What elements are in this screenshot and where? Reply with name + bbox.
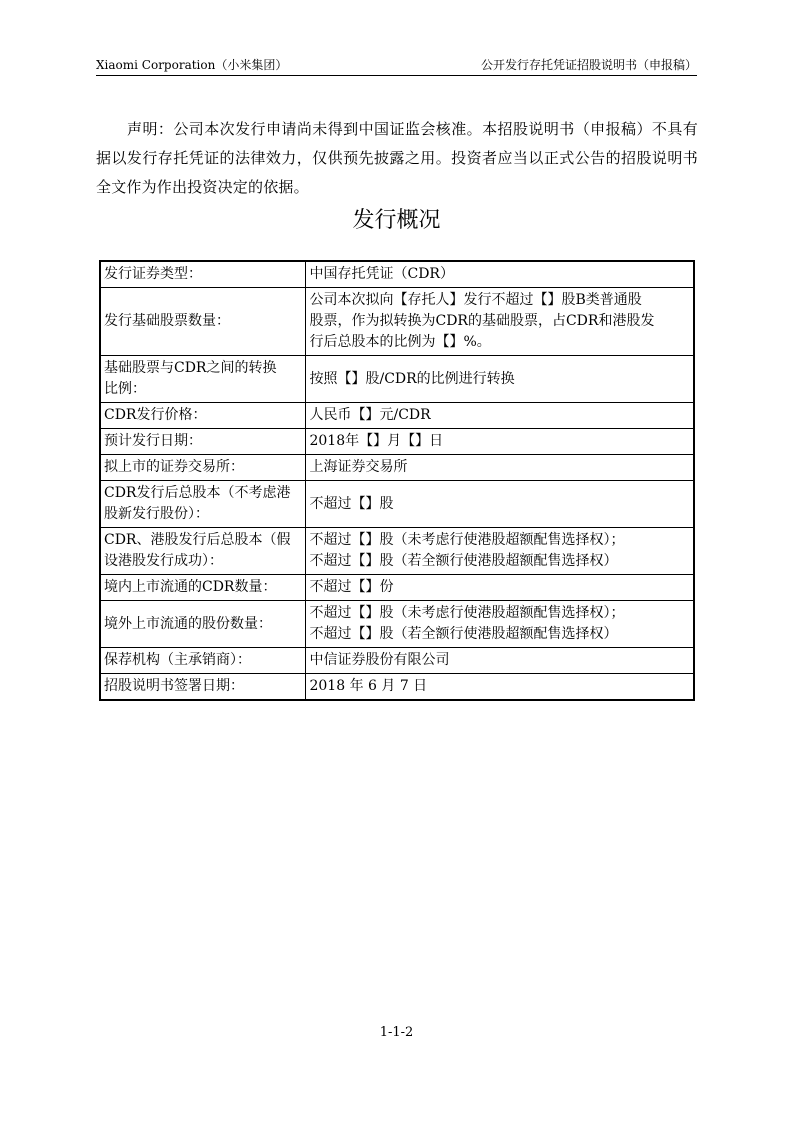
table-row <box>100 429 694 455</box>
row-value <box>306 455 694 481</box>
row-value <box>306 429 694 455</box>
row-value-line: 公司本次拟向【存托人】发行不超过【】股B类普通股 <box>309 292 642 308</box>
row-value <box>306 601 694 648</box>
row-label-line: 预计发行日期： <box>104 433 202 449</box>
row-value <box>306 356 694 403</box>
row-value <box>306 528 694 575</box>
table-row <box>100 528 694 575</box>
row-value-line: 不超过【】份 <box>309 579 394 595</box>
row-label-line: 境外上市流通的股份数量： <box>104 615 272 632</box>
row-label-line: 设港股发行成功）： <box>104 553 223 569</box>
row-value-line: 不超过【】股（未考虑行使港股超额配售选择权）； <box>309 605 625 621</box>
offering-overview-table <box>99 260 695 701</box>
row-label-line: 境内上市流通的CDR数量： <box>104 579 277 595</box>
row-value-line: 2018年【】月【】日 <box>309 433 444 449</box>
row-label-line: CDR发行价格： <box>104 407 207 423</box>
table-row <box>100 674 694 701</box>
row-value-line: 中国存托凭证（CDR） <box>309 266 454 282</box>
row-value <box>306 288 694 356</box>
row-label <box>100 481 306 528</box>
row-value <box>306 261 694 288</box>
row-label <box>100 261 306 288</box>
table-row <box>100 356 694 403</box>
row-label-line: 基础股票与CDR之间的转换 <box>104 360 277 376</box>
row-value-line: 2018 年 6 月 7 日 <box>309 678 428 694</box>
row-value-line: 不超过【】股 <box>309 495 394 512</box>
table-row <box>100 288 694 356</box>
row-value-line: 不超过【】股（若全额行使港股超额配售选择权） <box>309 626 618 642</box>
row-label <box>100 601 306 648</box>
row-value-line: 中信证券股份有限公司 <box>309 652 450 668</box>
row-label <box>100 575 306 601</box>
row-value-line: 按照【】股/CDR的比例进行转换 <box>309 370 515 387</box>
row-label-line: 招股说明书签署日期： <box>104 678 244 694</box>
row-label-line: CDR发行后总股本（不考虑港 <box>104 485 291 501</box>
row-value-line: 股票，作为拟转换为CDR的基础股票，占CDR和港股发 <box>309 313 655 329</box>
table-row <box>100 601 694 648</box>
row-value-line: 行后总股本的比例为【】%。 <box>309 334 491 350</box>
row-label <box>100 288 306 356</box>
table-row <box>100 575 694 601</box>
row-label-line: 发行证券类型： <box>104 266 202 282</box>
row-label <box>100 356 306 403</box>
page-number: 1-1-2 <box>379 1025 414 1040</box>
row-label-line: CDR、港股发行后总股本（假 <box>104 532 291 548</box>
row-value-line: 上海证券交易所 <box>309 459 408 475</box>
row-label <box>100 648 306 674</box>
header-company: Xiaomi Corporation（小米集团） <box>96 58 288 72</box>
row-label <box>100 674 306 701</box>
table-row <box>100 481 694 528</box>
table-row <box>100 403 694 429</box>
row-value <box>306 403 694 429</box>
header-document-title: 公开发行存托凭证招股说明书（申报稿） <box>480 58 697 72</box>
row-value-line: 不超过【】股（若全额行使港股超额配售选择权） <box>309 553 618 569</box>
row-value <box>306 575 694 601</box>
row-label-line: 发行基础股票数量： <box>104 313 230 329</box>
row-label-line: 股新发行股份）： <box>104 506 209 522</box>
row-value <box>306 674 694 701</box>
page-title: 发行概况 <box>352 208 441 233</box>
row-label <box>100 403 306 429</box>
row-label-line: 拟上市的证券交易所： <box>104 459 244 475</box>
row-label-line: 比例： <box>104 381 146 397</box>
row-label-line: 保荐机构（主承销商）： <box>104 652 251 668</box>
row-label <box>100 528 306 575</box>
table-row <box>100 648 694 674</box>
header-rule <box>96 75 697 76</box>
row-value-line: 人民币【】元/CDR <box>309 407 431 423</box>
page-header <box>96 56 697 74</box>
row-value-line: 不超过【】股（未考虑行使港股超额配售选择权）； <box>309 532 625 548</box>
table-row <box>100 261 694 288</box>
row-label <box>100 455 306 481</box>
row-label <box>100 429 306 455</box>
disclaimer-statement: 声明：公司本次发行申请尚未得到中国证监会核准。本招股说明书（申报稿）不具有据以发行存托凭证的法律效力，仅供预先披露之用。投资者应当以正式公告的招股说明书全文作为作出投资决定的依据。 <box>96 120 698 196</box>
table-row <box>100 455 694 481</box>
row-value <box>306 648 694 674</box>
row-value <box>306 481 694 528</box>
